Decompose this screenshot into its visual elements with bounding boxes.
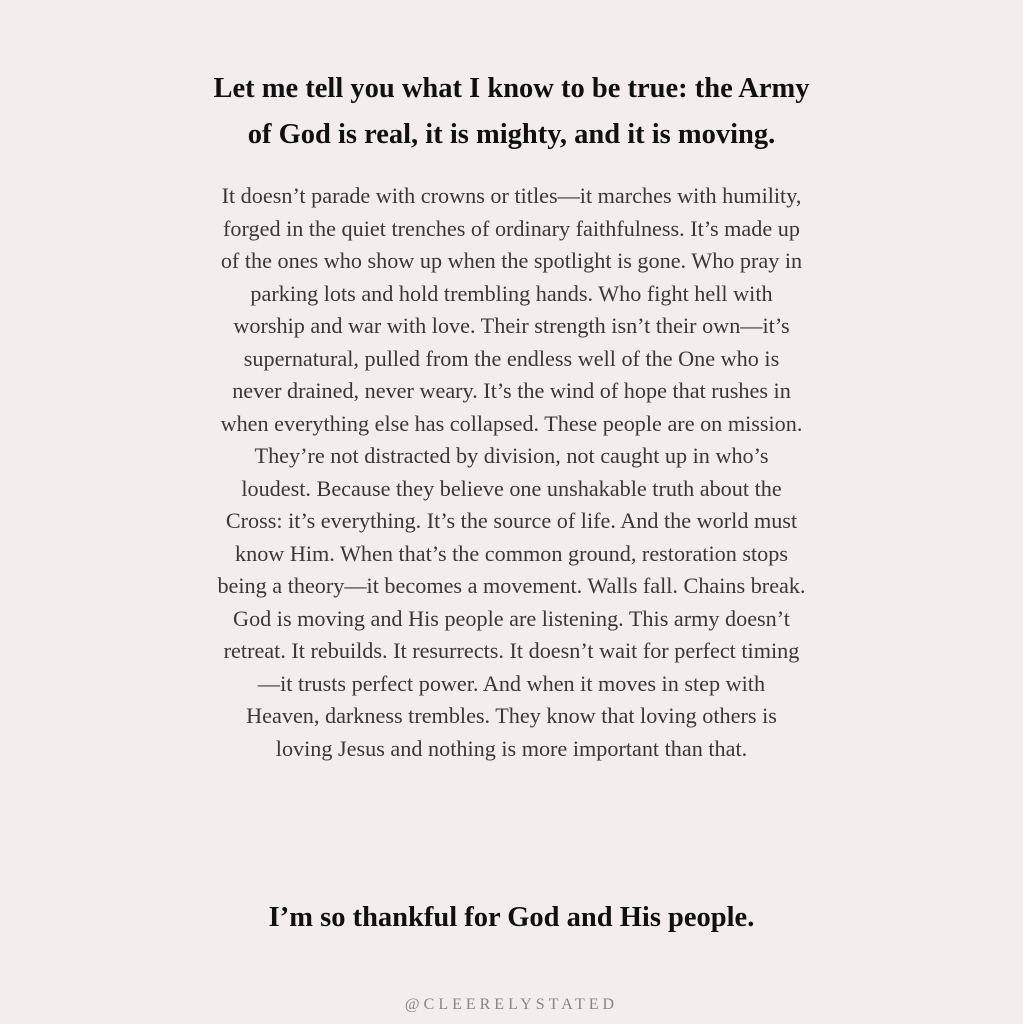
body-line: —it trusts perfect power. And when it moves in step with [257,670,766,696]
body-line: forged in the quiet trenches of ordinary faithfulness. It’s made up [223,215,800,241]
body-line: being a theory—it becomes a movement. Walls fall. Chains break. [217,573,806,598]
headline [0,66,1023,158]
body-line: retreat. It rebuilds. It resurrects. It doesn’t wait for perfect timing [223,638,800,663]
body-line: It doesn’t parade with crowns or titles—it marches with humility, [221,183,802,208]
body-line: of the ones who show up when the spotlight is gone. Who pray in [220,248,803,273]
body-line: when everything else has collapsed. These people are on mission. [220,410,803,436]
body-line: Heaven, darkness trembles. They know that loving others is [246,703,777,728]
body-line: parking lots and hold trembling hands. Who fight hell with [250,280,773,306]
body-line: loudest. Because they believe one unshakable truth about the [241,475,782,501]
headline-line: Let me tell you what I know to be true: the Army [213,73,810,104]
body-line: supernatural, pulled from the endless well of the One who is [243,345,780,371]
headline-line: of God is real, it is mighty, and it is moving. [247,119,776,150]
body-line: know Him. When that’s the common ground, restoration stops [235,540,788,566]
closing-line: I’m so thankful for God and His people. [268,902,755,933]
body-line: They’re not distracted by division, not caught up in who’s [254,443,769,468]
body-line: worship and war with love. Their strength isn’t their own—it’s [233,313,790,338]
body-paragraph [0,180,1023,765]
body-line: never drained, never weary. It’s the wind of hope that rushes in [232,378,791,403]
body-line: Cross: it’s everything. It’s the source of life. And the world must [225,508,798,533]
body-line: loving Jesus and nothing is more important than that. [275,735,748,761]
body-line: God is moving and His people are listening. This army doesn’t [233,605,790,631]
closing-statement [0,896,1023,940]
social-handle: @CLEERELYSTATED [404,996,619,1013]
